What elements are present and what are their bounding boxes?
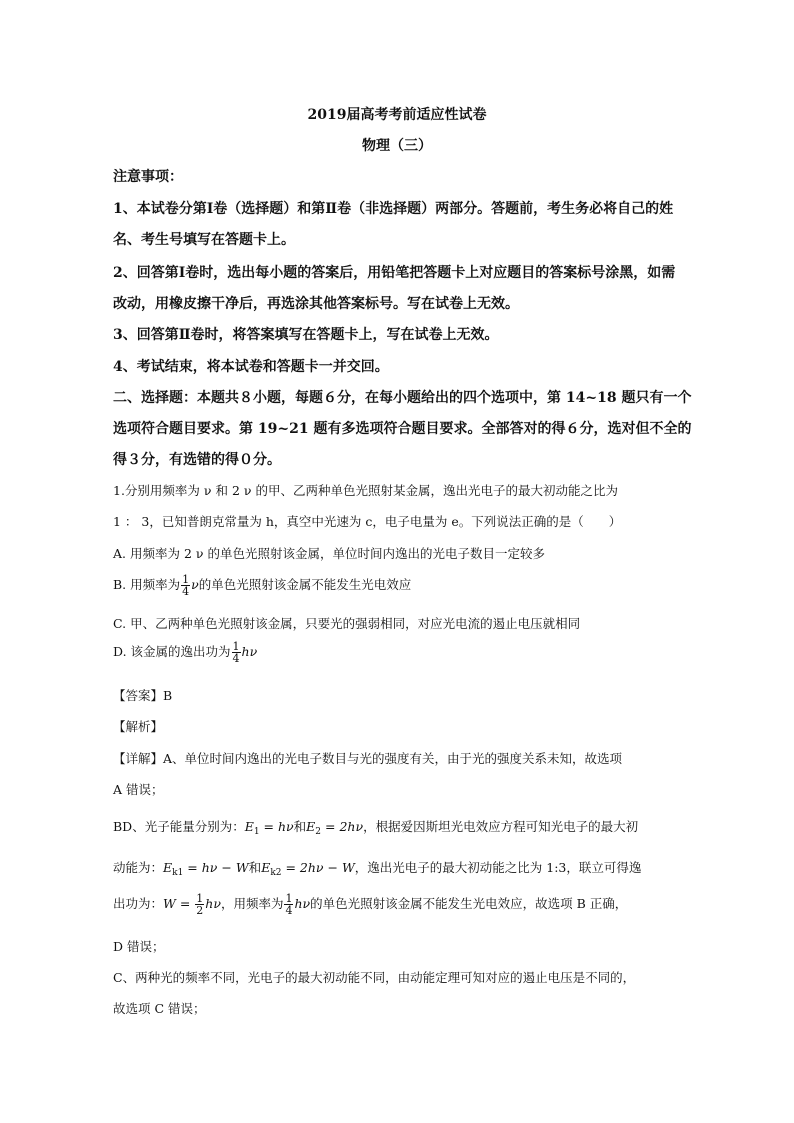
e2-subscript: 2: [315, 827, 322, 837]
bd-line-3-middle: ，用频率为: [220, 896, 284, 911]
option-a: A. 用频率为 2 ν 的单色光照射该金属，单位时间内逸出的光电子数目一定较多: [113, 546, 545, 561]
bd-line-2-prefix: 动能为：: [113, 860, 164, 875]
equation-ek1: [163, 860, 249, 878]
w-fraction-denominator: 2: [196, 904, 204, 917]
detail-line-2: A 错误；: [113, 782, 164, 797]
bd-and: 和: [293, 819, 307, 834]
frequency-fraction: [284, 893, 293, 916]
section-intro-line-1: 二、选择题：本题共８小题，每题６分，在每小题给出的四个选项中，第 14~18 题只有一个: [113, 390, 692, 406]
section-intro-line-2: 选项符合题目要求。第 19~21 题有多选项符合题目要求。全部答对的得６分，选对但不全的: [113, 421, 692, 437]
frequency-variable: hν: [294, 896, 311, 911]
option-d-fraction-numerator: 1: [232, 640, 240, 653]
ek1-symbol: E: [163, 860, 173, 875]
option-b-suffix: 的单色光照射该金属不能发生光电效应: [198, 577, 412, 592]
notice-heading: 注意事项：: [113, 169, 183, 185]
e1-symbol: E: [244, 819, 254, 834]
notice-item-2-line-1: 2、回答第Ⅰ卷时，选出每小题的答案后，用铅笔把答题卡上对应题目的答案标号涂黑，如需: [113, 265, 676, 281]
exam-subtitle: 物理（三）: [362, 138, 432, 154]
c-line-1: C、两种光的频率不同，光电子的最大初动能不同，由动能定理可知对应的遏止电压是不同的，: [113, 970, 636, 985]
option-b-fraction: [181, 574, 190, 597]
option-d-variable: hν: [241, 644, 258, 659]
answer-label: 【答案】B: [113, 688, 173, 703]
c-line-2: 故选项 C 错误；: [113, 1001, 206, 1016]
bd-line-1-suffix: ，根据爱因斯坦光电效应方程可知光电子的最大初: [363, 819, 639, 834]
analysis-label: 【解析】: [113, 719, 164, 734]
exam-title: 2019届高考考前适应性试卷: [307, 107, 487, 123]
section-intro-line-3: 得３分，有选错的得０分。: [113, 452, 281, 468]
bd-line-3: [113, 893, 683, 916]
bd-line-4: D 错误；: [113, 939, 165, 954]
option-d-fraction-denominator: 4: [232, 652, 240, 665]
option-b: [113, 574, 683, 597]
bd-line-2: [113, 858, 683, 878]
question-stem-line-2: 1 ： 3，已知普朗克常量为 h，真空中光速为 c，电子电量为 e。下列说法正确的是（ ）: [113, 514, 622, 529]
e1-rhs: = hν: [259, 819, 294, 834]
bd-line-1: [113, 817, 683, 837]
ek1-rhs: = hν − W: [183, 860, 249, 875]
bd-line-3-suffix: 的单色光照射该金属不能发生光电效应，故选项 B 正确，: [310, 896, 628, 911]
bd-and-2: 和: [248, 860, 262, 875]
frequency-fraction-denominator: 4: [285, 904, 293, 917]
bd-line-3-prefix: 出功为：: [113, 896, 164, 911]
notice-item-1-line-1: 1、本试卷分第Ⅰ卷（选择题）和第Ⅱ卷（非选择题）两部分。答题前，考生务必将自己的姓: [113, 201, 674, 217]
option-d-prefix: D. 该金属的逸出功为: [113, 644, 231, 659]
w-fraction-numerator: 1: [196, 892, 204, 905]
e1-subscript: 1: [253, 827, 260, 837]
option-b-variable: ν: [191, 577, 199, 592]
e2-rhs: = 2hν: [321, 819, 364, 834]
option-c: C. 甲、乙两种单色光照射该金属，只要光的强弱相同，对应光电流的遏止电压就相同: [113, 616, 581, 631]
e2-symbol: E: [306, 819, 316, 834]
frequency-fraction-numerator: 1: [285, 892, 293, 905]
question-stem-line-1: 1.分别用频率为 ν 和 2 ν 的甲、乙两种单色光照射某金属，逸出光电子的最大初动能之比为: [113, 483, 618, 498]
ek2-symbol: E: [261, 860, 271, 875]
option-b-fraction-denominator: 4: [182, 585, 190, 598]
detail-line-1: 【详解】A、单位时间内逸出的光电子数目与光的强度有关，由于光的强度关系未知，故选项: [113, 751, 623, 766]
equation-ek2: [261, 860, 355, 878]
notice-item-2-line-2: 改动，用橡皮擦干净后，再选涂其他答案标号。写在试卷上无效。: [113, 296, 519, 312]
bd-line-2-suffix: ，逸出光电子的最大初动能之比为 1:3，联立可得逸: [354, 860, 642, 875]
ek2-subscript: k2: [270, 868, 282, 878]
notice-item-4: 4、考试结束，将本试卷和答题卡一并交回。: [113, 359, 389, 375]
notice-item-3: 3、回答第Ⅱ卷时，将答案填写在答题卡上，写在试卷上无效。: [113, 327, 499, 343]
notice-item-1-line-2: 名、考生号填写在答题卡上。: [113, 232, 295, 248]
equation-e1: [244, 819, 294, 837]
equation-e2: [306, 819, 364, 837]
bd-line-1-prefix: BD、光子能量分别为：: [113, 819, 245, 834]
option-b-fraction-numerator: 1: [182, 573, 190, 586]
option-d-fraction: [232, 641, 241, 664]
w-variable: hν: [205, 896, 221, 911]
option-d: [113, 641, 683, 664]
ek1-subscript: k1: [172, 868, 184, 878]
option-b-prefix: B. 用频率为: [113, 577, 181, 592]
equation-w-lhs: W =: [163, 896, 195, 911]
ek2-rhs: = 2hν − W: [281, 860, 355, 875]
w-fraction: [195, 893, 204, 916]
